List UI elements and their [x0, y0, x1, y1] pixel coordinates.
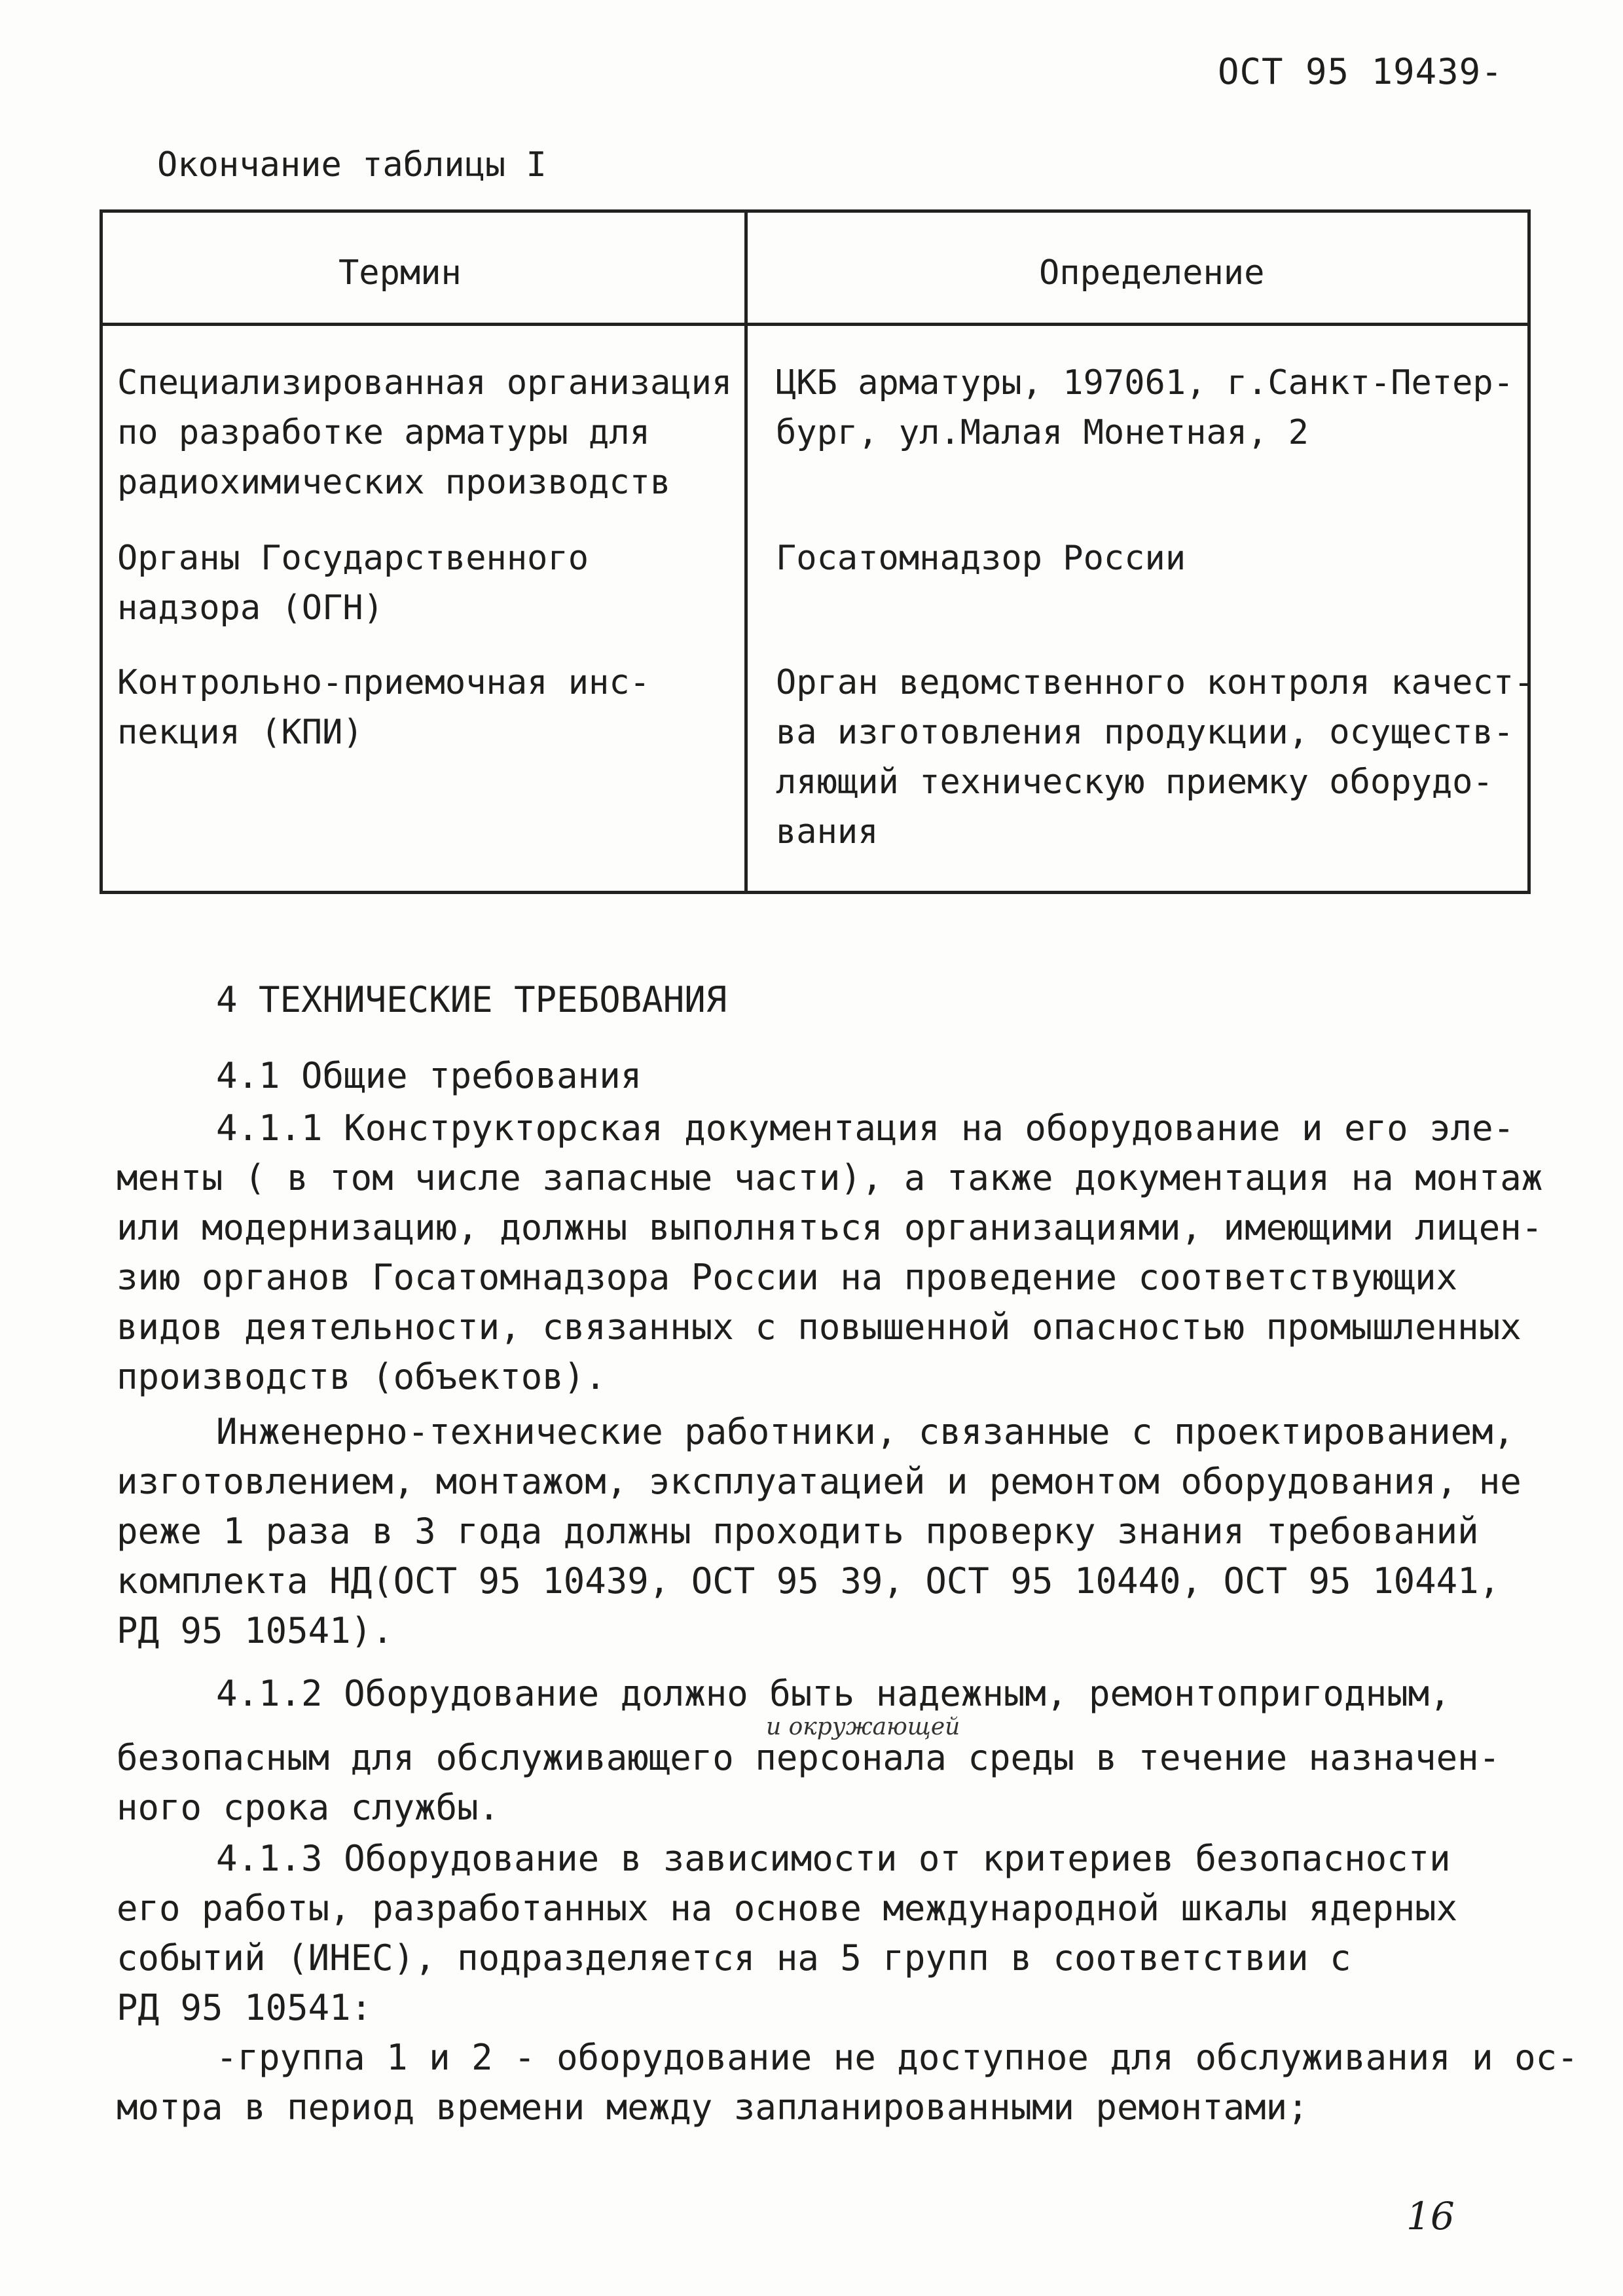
- table-cell-definition: бург, ул.Малая Монетная, 2: [776, 413, 1309, 452]
- paragraph-line: РД 95 10541:: [117, 1987, 373, 2028]
- paragraph-line: ного срока службы.: [117, 1787, 500, 1828]
- paragraph-line: менты ( в том числе запасные части), а также документация на монтаж: [117, 1157, 1543, 1198]
- paragraph-line: производств (объектов).: [117, 1356, 606, 1397]
- handwritten-insertion: и окружающей: [766, 1713, 960, 1740]
- table-cell-term: радиохимических производств: [117, 463, 671, 502]
- paragraph-line: событий (ИНЕС), подразделяется на 5 групп в соответствии с: [117, 1937, 1351, 1979]
- paragraph-line: 4.1.1 Конструкторская документация на оборудование и его эле-: [216, 1107, 1515, 1149]
- paragraph-line: комплекта НД(ОСТ 95 10439, ОСТ 95 39, ОСТ 95 10440, ОСТ 95 10441,: [117, 1560, 1501, 1602]
- paragraph-line: безопасным для обслуживающего персонала среды в течение назначен-: [117, 1737, 1501, 1778]
- section-heading: 4 ТЕХНИЧЕСКИЕ ТРЕБОВАНИЯ: [216, 979, 727, 1020]
- paragraph-line: Инженерно-технические работники, связанные с проектированием,: [216, 1411, 1515, 1452]
- table-cell-term: надзора (ОГН): [117, 588, 384, 628]
- paragraph-line: видов деятельности, связанных с повышенной опасностью промышленных: [117, 1306, 1522, 1348]
- table-cell-definition: ва изготовления продукции, осуществ-: [776, 713, 1514, 752]
- table-column-divider: [744, 213, 748, 891]
- terms-table: [100, 209, 1535, 894]
- table-cell-definition: Орган ведомственного контроля качест-: [776, 663, 1535, 702]
- paragraph-line: зию органов Госатомнадзора России на проведение соответствующих: [117, 1257, 1458, 1298]
- table-header-divider: [103, 323, 1527, 326]
- table-cell-term: Органы Государственного: [117, 539, 589, 578]
- column-header-definition: Определение: [1039, 253, 1265, 293]
- table-cell-definition: вания: [776, 812, 879, 852]
- list-item: -группа 1 и 2 - оборудование не доступное для обслуживания и ос-: [216, 2037, 1578, 2078]
- table-caption: Окончание таблицы I: [157, 145, 547, 185]
- subsection-heading: 4.1 Общие требования: [216, 1055, 642, 1096]
- table-cell-term: по разработке арматуры для: [117, 413, 650, 452]
- table-cell-definition: ЦКБ арматуры, 197061, г.Санкт-Петер-: [776, 363, 1514, 403]
- table-cell-term: пекция (КПИ): [117, 713, 363, 752]
- column-header-term: Термин: [338, 253, 462, 293]
- page-number: 16: [1406, 2194, 1455, 2238]
- paragraph-line: или модернизацию, должны выполняться организациями, имеющими лицен-: [117, 1207, 1543, 1248]
- table-cell-term: Контрольно-приемочная инс-: [117, 663, 650, 702]
- paragraph-line: изготовлением, монтажом, эксплуатацией и ремонтом оборудования, не: [117, 1461, 1522, 1502]
- paragraph-line: реже 1 раза в 3 года должны проходить проверку знания требований: [117, 1511, 1479, 1552]
- table-cell-definition: Госатомнадзор России: [776, 539, 1186, 578]
- table-cell-term: Специализированная организация: [117, 363, 733, 403]
- paragraph-line: 4.1.2 Оборудование должно быть надежным, ремонтопригодным,: [216, 1673, 1451, 1714]
- paragraph-line: РД 95 10541).: [117, 1610, 393, 1651]
- document-code: ОСТ 95 19439-: [1218, 51, 1503, 92]
- table-cell-definition: ляющий техническую приемку оборудо-: [776, 762, 1493, 802]
- paragraph-line: его работы, разработанных на основе международной шкалы ядерных: [117, 1888, 1458, 1929]
- list-item: мотра в период времени между запланированными ремонтами;: [117, 2087, 1309, 2128]
- paragraph-line: 4.1.3 Оборудование в зависимости от критериев безопасности: [216, 1838, 1451, 1879]
